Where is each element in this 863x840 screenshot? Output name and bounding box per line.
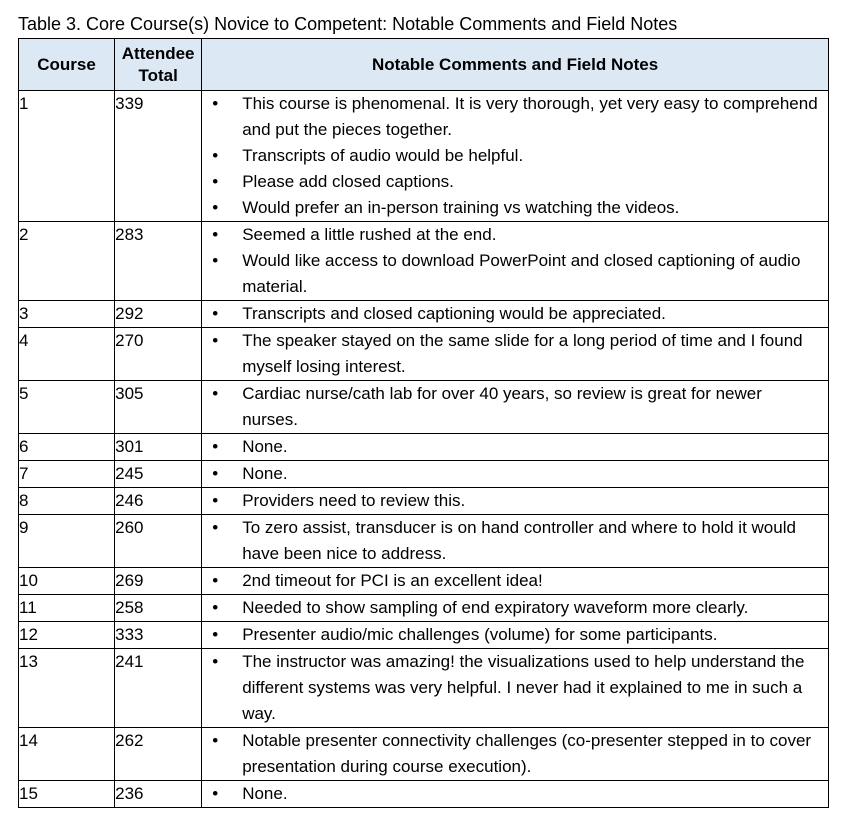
notes-cell bbox=[202, 649, 829, 728]
notes-cell bbox=[202, 728, 829, 781]
notes-list bbox=[202, 649, 828, 727]
notes-list bbox=[202, 91, 828, 221]
course-number: 7 bbox=[19, 461, 115, 488]
attendee-total: 339 bbox=[115, 91, 202, 222]
note-item: • Providers need to review this. bbox=[202, 488, 828, 514]
notes-cell bbox=[202, 622, 829, 649]
note-item: • Needed to show sampling of end expiratory waveform more clearly. bbox=[202, 595, 828, 621]
table-caption: Table 3. Core Course(s) Novice to Competent: Notable Comments and Field Notes bbox=[18, 14, 678, 34]
attendee-total: 260 bbox=[115, 515, 202, 568]
notes-cell bbox=[202, 301, 829, 328]
course-number: 11 bbox=[19, 595, 115, 622]
notes-cell bbox=[202, 595, 829, 622]
notes-list bbox=[202, 222, 828, 300]
note-item: • None. bbox=[202, 434, 828, 460]
course-number: 6 bbox=[19, 434, 115, 461]
table-row bbox=[19, 461, 829, 488]
table-row bbox=[19, 568, 829, 595]
note-item: • 2nd timeout for PCI is an excellent idea! bbox=[202, 568, 828, 594]
table-row bbox=[19, 781, 829, 808]
course-number: 13 bbox=[19, 649, 115, 728]
course-number: 2 bbox=[19, 222, 115, 301]
table-row bbox=[19, 649, 829, 728]
notes-cell bbox=[202, 461, 829, 488]
table-row bbox=[19, 91, 829, 222]
attendee-total: 245 bbox=[115, 461, 202, 488]
course-number: 3 bbox=[19, 301, 115, 328]
attendee-total: 241 bbox=[115, 649, 202, 728]
attendee-total: 292 bbox=[115, 301, 202, 328]
notes-list bbox=[202, 461, 828, 487]
course-number: 14 bbox=[19, 728, 115, 781]
table-header-row bbox=[19, 39, 829, 91]
notes-cell bbox=[202, 434, 829, 461]
table-body bbox=[19, 91, 829, 808]
attendee-total: 269 bbox=[115, 568, 202, 595]
notes-list bbox=[202, 515, 828, 567]
notes-cell bbox=[202, 781, 829, 808]
table-row bbox=[19, 515, 829, 568]
note-item: • The instructor was amazing! the visualizations used to help understand the different systems was very helpful. I never had it explained to me in such a way. bbox=[202, 649, 828, 727]
header-notes: Notable Comments and Field Notes bbox=[202, 39, 829, 91]
attendee-total: 262 bbox=[115, 728, 202, 781]
table-row bbox=[19, 301, 829, 328]
notes-cell bbox=[202, 328, 829, 381]
note-item: • Cardiac nurse/cath lab for over 40 years, so review is great for newer nurses. bbox=[202, 381, 828, 433]
attendee-total: 270 bbox=[115, 328, 202, 381]
attendee-total: 305 bbox=[115, 381, 202, 434]
table-row bbox=[19, 381, 829, 434]
header-course: Course bbox=[19, 39, 115, 91]
course-number: 1 bbox=[19, 91, 115, 222]
notes-list bbox=[202, 434, 828, 460]
note-item: • Please add closed captions. bbox=[202, 169, 828, 195]
attendee-total: 283 bbox=[115, 222, 202, 301]
course-number: 8 bbox=[19, 488, 115, 515]
table-row bbox=[19, 622, 829, 649]
note-item: • None. bbox=[202, 781, 828, 807]
course-number: 15 bbox=[19, 781, 115, 808]
note-item: • The speaker stayed on the same slide for a long period of time and I found myself losing interest. bbox=[202, 328, 828, 380]
notes-list bbox=[202, 568, 828, 594]
notes-cell bbox=[202, 91, 829, 222]
table-row bbox=[19, 488, 829, 515]
note-item: • Notable presenter connectivity challenges (co-presenter stepped in to cover presentation during course execution). bbox=[202, 728, 828, 780]
table-row bbox=[19, 222, 829, 301]
notes-cell bbox=[202, 488, 829, 515]
notes-cell bbox=[202, 381, 829, 434]
notes-cell bbox=[202, 568, 829, 595]
comments-table bbox=[18, 38, 829, 808]
note-item: • Presenter audio/mic challenges (volume) for some participants. bbox=[202, 622, 828, 648]
table-row bbox=[19, 434, 829, 461]
note-item: • None. bbox=[202, 461, 828, 487]
attendee-total: 236 bbox=[115, 781, 202, 808]
notes-list bbox=[202, 301, 828, 327]
course-number: 10 bbox=[19, 568, 115, 595]
notes-list bbox=[202, 781, 828, 807]
note-item: • To zero assist, transducer is on hand controller and where to hold it would have been nice to address. bbox=[202, 515, 828, 567]
course-number: 9 bbox=[19, 515, 115, 568]
note-item: • This course is phenomenal. It is very thorough, yet very easy to comprehend and put the pieces together. bbox=[202, 91, 828, 143]
attendee-total: 246 bbox=[115, 488, 202, 515]
notes-cell bbox=[202, 222, 829, 301]
attendee-total: 333 bbox=[115, 622, 202, 649]
notes-list bbox=[202, 622, 828, 648]
header-attendee-total: Attendee Total bbox=[115, 39, 202, 91]
notes-cell bbox=[202, 515, 829, 568]
notes-list bbox=[202, 381, 828, 433]
table-row bbox=[19, 328, 829, 381]
notes-list bbox=[202, 595, 828, 621]
course-number: 4 bbox=[19, 328, 115, 381]
notes-list bbox=[202, 488, 828, 514]
course-number: 5 bbox=[19, 381, 115, 434]
note-item: • Transcripts of audio would be helpful. bbox=[202, 143, 828, 169]
table-row bbox=[19, 728, 829, 781]
note-item: • Transcripts and closed captioning would be appreciated. bbox=[202, 301, 828, 327]
attendee-total: 258 bbox=[115, 595, 202, 622]
notes-list bbox=[202, 328, 828, 380]
attendee-total: 301 bbox=[115, 434, 202, 461]
note-item: • Seemed a little rushed at the end. bbox=[202, 222, 828, 248]
notes-list bbox=[202, 728, 828, 780]
note-item: • Would like access to download PowerPoint and closed captioning of audio material. bbox=[202, 248, 828, 300]
table-row bbox=[19, 595, 829, 622]
course-number: 12 bbox=[19, 622, 115, 649]
note-item: • Would prefer an in-person training vs watching the videos. bbox=[202, 195, 828, 221]
